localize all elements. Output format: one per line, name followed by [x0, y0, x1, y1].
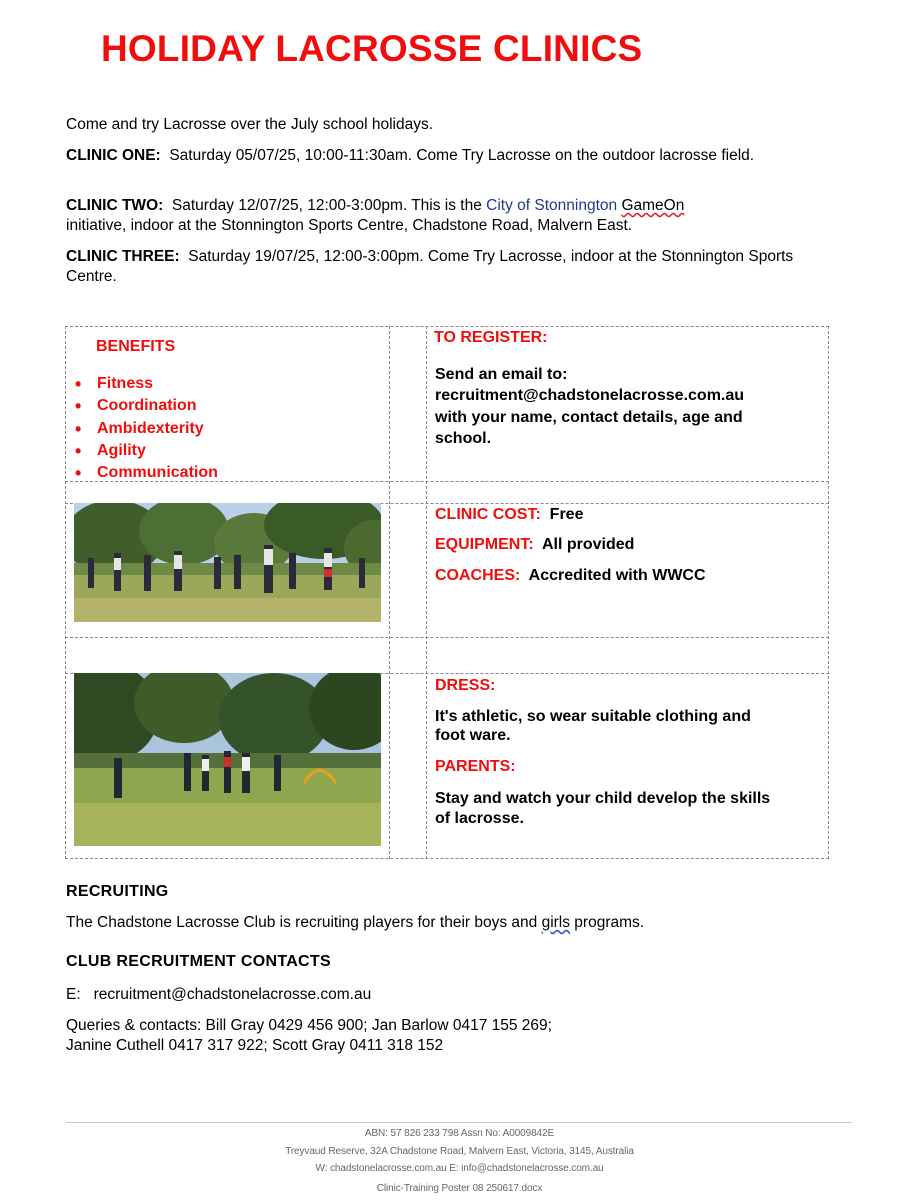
benefits-heading: BENEFITS	[96, 338, 176, 355]
benefit-item: • Agility	[75, 440, 218, 462]
clinic-three-text: Saturday 19/07/25, 12:00-3:00pm. Come Try Lacrosse, indoor at the Stonnington Sports Centre.	[66, 248, 794, 285]
dress-heading: DRESS:	[435, 677, 496, 694]
recruiting-text-a: The Chadstone Lacrosse Club is recruiting players for their boys and	[66, 914, 542, 931]
register-line: Send an email to:	[435, 366, 568, 383]
footer-address: Treyvaud Reserve, 32A Chadstone Road, Malvern East, Victoria, 3145, Australia	[285, 1146, 634, 1157]
intro-text: Come and try Lacrosse over the July school holidays.	[66, 116, 434, 133]
equipment-row	[435, 536, 634, 554]
benefit-item: • Fitness	[75, 373, 218, 395]
benefit-item: • Communication	[75, 462, 218, 484]
footer-web: W: chadstonelacrosse.com.au E: info@chadstonelacrosse.com.au	[315, 1163, 604, 1174]
footer-divider	[66, 1122, 852, 1123]
clinic-photo	[74, 503, 381, 622]
recruiting-heading: RECRUITING	[66, 883, 169, 900]
footer-filename: Clinic-Training Poster 08 250617.docx	[376, 1183, 543, 1194]
cost-row	[435, 506, 583, 524]
parents-text: of lacrosse.	[435, 810, 524, 827]
cost-value: Free	[549, 506, 584, 523]
clinic-three	[66, 247, 836, 287]
register-email: recruitment@chadstonelacrosse.com.au	[435, 387, 745, 404]
coaches-row	[435, 567, 706, 585]
equipment-value: All provided	[541, 536, 635, 553]
clinic-two	[66, 196, 836, 236]
dress-text: foot ware.	[435, 727, 511, 744]
table-divider	[426, 326, 427, 859]
contact-email-row	[66, 985, 836, 1005]
coaches-label: COACHES:	[435, 567, 521, 584]
register-heading: TO REGISTER:	[434, 329, 548, 346]
table-divider	[389, 326, 390, 859]
table-divider	[65, 637, 829, 638]
parents-heading: PARENTS:	[435, 758, 516, 775]
clinic-two-text-cont: initiative, indoor at the Stonnington Sports Centre, Chadstone Road, Malvern East.	[66, 217, 633, 234]
register-line: with your name, contact details, age and	[435, 409, 743, 426]
gameon-word: GameOn	[621, 197, 685, 214]
footer-abn: ABN: 57 826 233 798 Assn No: A0009842E	[364, 1128, 555, 1139]
benefit-item: • Ambidexterity	[75, 418, 218, 440]
clinic-two-label: CLINIC TWO:	[66, 197, 164, 214]
recruiting-text	[66, 913, 836, 933]
queries-line: Janine Cuthell 0417 317 922; Scott Gray 0411 318 152	[66, 1037, 444, 1054]
email-label: E:	[66, 986, 81, 1003]
girls-word: girls	[541, 914, 570, 931]
clinic-three-label: CLINIC THREE:	[66, 248, 180, 265]
clinic-two-text: Saturday 12/07/25, 12:00-3:00pm. This is the	[171, 197, 487, 214]
contacts-heading: CLUB RECRUITMENT CONTACTS	[66, 953, 331, 970]
clinic-one-text: Saturday 05/07/25, 10:00-11:30am. Come Try Lacrosse on the outdoor lacrosse field.	[169, 147, 755, 164]
benefit-item: • Coordination	[75, 395, 218, 417]
page-title: HOLIDAY LACROSSE CLINICS	[101, 28, 643, 69]
clinic-one	[66, 146, 836, 166]
dress-text: It's athletic, so wear suitable clothing and	[435, 708, 751, 725]
stonnington-link: City of Stonnington	[486, 197, 618, 214]
cost-label: CLINIC COST:	[435, 506, 541, 523]
clinic-photo	[74, 673, 381, 846]
recruiting-text-b: programs.	[570, 914, 645, 931]
contact-email: recruitment@chadstonelacrosse.com.au	[93, 986, 372, 1003]
register-line: school.	[435, 430, 492, 447]
coaches-value: Accredited with WWCC	[528, 567, 706, 584]
clinic-one-label: CLINIC ONE:	[66, 147, 161, 164]
queries-line: Queries & contacts: Bill Gray 0429 456 900; Jan Barlow 0417 155 269;	[66, 1017, 552, 1034]
parents-text: Stay and watch your child develop the skills	[435, 790, 771, 807]
benefits-list	[75, 373, 218, 484]
equipment-label: EQUIPMENT:	[435, 536, 534, 553]
